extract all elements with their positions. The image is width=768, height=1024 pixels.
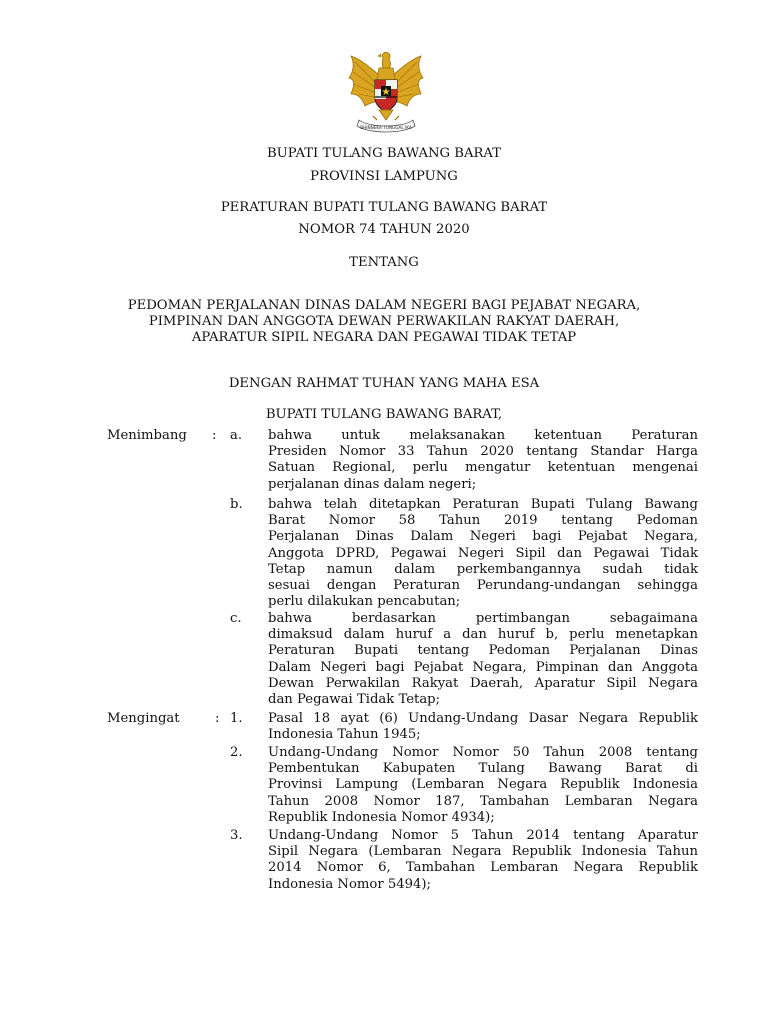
text-line: Provinsi Lampung (Lembaran Negara Republik Indonesia bbox=[268, 777, 698, 793]
regent-heading: BUPATI TULANG BAWANG BARAT bbox=[266, 146, 502, 161]
menimbang-label: Menimbang bbox=[107, 428, 187, 443]
title-line-2: PIMPINAN DAN ANGGOTA DEWAN PERWAKILAN RAKYAT DAERAH, bbox=[148, 314, 620, 329]
text-line: 2014 Nomor 6, Tambahan Lembaran Negara Republik bbox=[268, 860, 698, 876]
title-line-1: PEDOMAN PERJALANAN DINAS DALAM NEGERI BAGI PEJABAT NEGARA, bbox=[127, 298, 641, 313]
text-line: Tetap namun dalam perkembangannya sudah tidak bbox=[268, 561, 698, 577]
text-line: Dewan Perwakilan Rakyat Daerah, Aparatur Sipil Negara bbox=[268, 675, 698, 691]
text-line: Presiden Nomor 33 Tahun 2020 tentang Standar Harga bbox=[268, 444, 698, 460]
text-line: bahwa untuk melaksanakan ketentuan Peraturan bbox=[268, 428, 698, 443]
text-line: Dalam Negeri bagi Pejabat Negara, Pimpinan dan Anggota bbox=[268, 659, 698, 675]
mengingat-item-3-number: 3. bbox=[230, 828, 243, 843]
text-line: Undang-Undang Nomor Nomor 50 Tahun 2008 tentang bbox=[268, 745, 698, 760]
text-line: Pembentukan Kabupaten Tulang Bawang Barat di bbox=[268, 761, 698, 777]
text-line: Sipil Negara (Lembaran Negara Republik Indonesia Tahun bbox=[268, 844, 698, 860]
menimbang-colon: : bbox=[212, 428, 217, 443]
mengingat-item-1-number: 1. bbox=[230, 711, 243, 726]
text-line: bahwa telah ditetapkan Peraturan Bupati Tulang Bawang bbox=[268, 497, 698, 512]
emblem-motto: BHINNEKA TUNGGAL IKA bbox=[360, 125, 412, 130]
province-heading: PROVINSI LAMPUNG bbox=[310, 169, 458, 184]
garuda-pancasila-emblem bbox=[345, 50, 427, 136]
preamble-line-1: DENGAN RAHMAT TUHAN YANG MAHA ESA bbox=[228, 376, 540, 391]
text-line: Indonesia Tahun 1945; bbox=[268, 727, 421, 743]
mengingat-item-2-text bbox=[268, 745, 698, 826]
mengingat-item-1-text bbox=[268, 711, 698, 743]
menimbang-item-a-text bbox=[268, 428, 698, 493]
menimbang-item-b-number: b. bbox=[230, 497, 243, 512]
menimbang-item-b-text bbox=[268, 497, 698, 610]
text-line: Tahun 2008 Nomor 187, Tambahan Lembaran Negara bbox=[268, 793, 698, 809]
mengingat-label: Mengingat bbox=[107, 711, 180, 726]
text-line: dan Pegawai Tidak Tetap; bbox=[268, 692, 441, 708]
preamble-line-2: BUPATI TULANG BAWANG BARAT, bbox=[265, 407, 503, 422]
text-line: perjalanan dinas dalam negeri; bbox=[268, 476, 477, 492]
text-line: Indonesia Nomor 5494); bbox=[268, 876, 431, 892]
text-line: Peraturan Bupati tentang Pedoman Perjalanan Dinas bbox=[268, 643, 698, 659]
regulation-number: NOMOR 74 TAHUN 2020 bbox=[298, 222, 470, 237]
mengingat-item-2-number: 2. bbox=[230, 745, 243, 760]
mengingat-colon: : bbox=[215, 711, 220, 726]
text-line: Satuan Regional, perlu mengatur ketentuan mengenai bbox=[268, 460, 698, 476]
menimbang-item-a-number: a. bbox=[230, 428, 243, 443]
text-line: Pasal 18 ayat (6) Undang-Undang Dasar Negara Republik bbox=[268, 711, 698, 726]
text-line: sesuai dengan Peraturan Perundang-undangan sehingga bbox=[268, 578, 698, 594]
text-line: dimaksud dalam huruf a dan huruf b, perlu menetapkan bbox=[268, 627, 698, 643]
menimbang-item-c-number: c. bbox=[230, 611, 242, 626]
text-line: Anggota DPRD, Pegawai Negeri Sipil dan Pegawai Tidak bbox=[268, 545, 698, 561]
menimbang-item-c-text bbox=[268, 611, 698, 708]
text-line: Undang-Undang Nomor 5 Tahun 2014 tentang Aparatur bbox=[268, 828, 698, 843]
text-line: perlu dilakukan pencabutan; bbox=[268, 594, 461, 610]
tentang-heading: TENTANG bbox=[349, 255, 419, 270]
text-line: bahwa berdasarkan pertimbangan sebagaimana bbox=[268, 611, 698, 626]
mengingat-item-3-text bbox=[268, 828, 698, 893]
text-line: Perjalanan Dinas Dalam Negeri bagi Pejabat Negara, bbox=[268, 529, 698, 545]
text-line: Republik Indonesia Nomor 4934); bbox=[268, 809, 495, 825]
regulation-heading: PERATURAN BUPATI TULANG BAWANG BARAT bbox=[220, 200, 548, 215]
title-line-3: APARATUR SIPIL NEGARA DAN PEGAWAI TIDAK TETAP bbox=[191, 330, 577, 345]
text-line: Barat Nomor 58 Tahun 2019 tentang Pedoman bbox=[268, 513, 698, 529]
